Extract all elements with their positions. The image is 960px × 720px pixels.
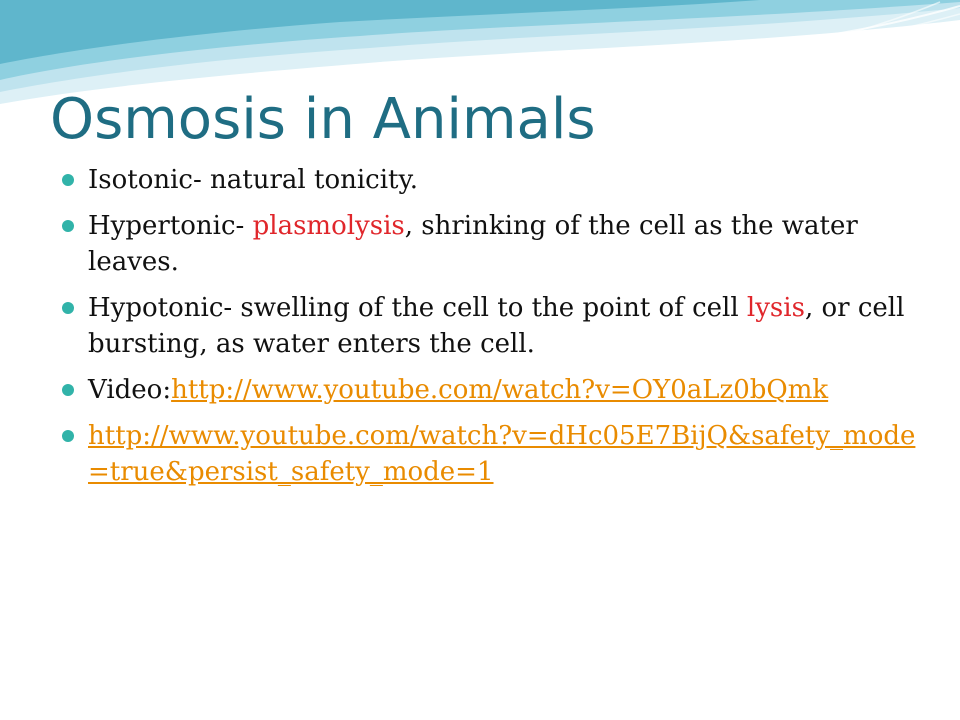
bullet-text: Hypertonic- — [88, 211, 253, 241]
bullet-text: Isotonic- natural tonicity. — [88, 165, 418, 195]
bullet-item-hypotonic — [60, 290, 920, 362]
bullet-dot-icon — [62, 220, 74, 232]
video-link-2[interactable]: http://www.youtube.com/watch?v=dHc05E7BijQ&safety_mode=true&persist_safety_mode=1 — [88, 421, 916, 487]
bullet-text: Video: — [88, 375, 172, 405]
highlight-term-lysis: lysis — [746, 293, 805, 323]
bullet-text-continued: , or cell bursting, as water enters the cell. — [88, 293, 905, 359]
bullet-text: Hypotonic- swelling of the cell to the point of cell — [88, 293, 747, 323]
bullet-dot-icon — [62, 174, 74, 186]
bullet-dot-icon — [62, 384, 74, 396]
video-link-1[interactable]: http://www.youtube.com/watch?v=OY0aLz0bQmk — [171, 375, 829, 405]
bullet-text-continued: , shrinking of the cell as the water leaves. — [88, 211, 858, 277]
bullet-item-video — [60, 372, 920, 408]
bullet-item-isotonic — [60, 162, 920, 198]
bullet-item-video-2 — [60, 418, 920, 490]
bullet-item-hypertonic — [60, 208, 920, 280]
bullet-dot-icon — [62, 430, 74, 442]
bullet-dot-icon — [62, 302, 74, 314]
highlight-term-plasmolysis: plasmolysis — [252, 211, 405, 241]
slide-title: Osmosis in Animals — [50, 87, 596, 152]
bullet-list — [60, 162, 920, 500]
